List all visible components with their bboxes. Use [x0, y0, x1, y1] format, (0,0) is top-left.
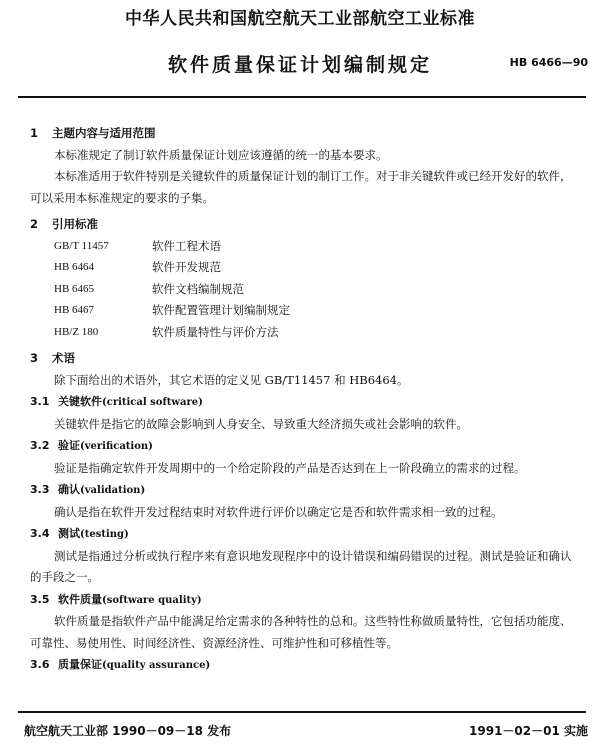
term-zh: 关键软件	[58, 395, 102, 408]
section-title: 主题内容与适用范围	[52, 126, 156, 140]
section-number: 1	[30, 126, 39, 140]
reference-row	[30, 279, 578, 301]
term-heading	[30, 589, 578, 612]
term-en: (quality assurance)	[102, 660, 211, 671]
term-zh: 软件质量	[58, 592, 102, 606]
standard-organization: 中华人民共和国航空航天工业部航空工业标准	[125, 9, 475, 29]
term-en: (validation)	[80, 485, 146, 496]
term-number: 3.4	[30, 527, 50, 540]
term-en: (verification)	[80, 441, 153, 452]
paragraph: 本标准规定了制订软件质量保证计划应该遵循的统一的基本要求。	[54, 147, 388, 162]
reference-code: HB/Z 180	[54, 325, 99, 338]
reference-name: 软件质量特性与评价方法	[152, 324, 279, 339]
reference-row	[30, 257, 578, 279]
term-number: 3.1	[30, 395, 50, 408]
reference-name: 软件开发规范	[152, 260, 221, 274]
term-zh: 确认	[58, 483, 80, 496]
paragraph: 除下面给出的术语外，其它术语的定义见 GB/T11457 和 HB6464。	[54, 372, 409, 387]
term-heading	[30, 523, 578, 546]
term-heading	[30, 391, 578, 414]
reference-name: 软件文档编制规范	[152, 281, 244, 296]
section-number: 3	[30, 351, 39, 365]
term-heading	[30, 654, 578, 677]
section-title: 术语	[52, 351, 75, 365]
reference-name: 软件配置管理计划编制规定	[152, 303, 290, 317]
term-en: (software quality)	[102, 594, 202, 606]
term-number: 3.2	[30, 439, 50, 452]
section-2-heading	[30, 214, 578, 236]
header-rule	[18, 96, 586, 98]
reference-code: HB 6465	[54, 282, 95, 295]
term-zh: 测试	[58, 527, 80, 540]
term-en: (testing)	[80, 529, 129, 540]
term-zh: 验证	[58, 439, 80, 452]
issue-date: 航空航天工业部 1990－09－18 发布	[24, 724, 232, 738]
footer-rule	[18, 711, 586, 713]
term-heading	[30, 435, 578, 458]
paragraph: 本标准适用于软件特别是关键软件的质量保证计划的制订工作。对于非关键软件或已经开发好的软件，可以采用本标准规定的要求的子集。	[30, 169, 572, 205]
implementation-date: 1991－02－01 实施	[469, 724, 588, 738]
reference-code: GB/T 11457	[54, 239, 109, 252]
term-definition: 验证是指确定软件开发周期中的一个给定阶段的产品是否达到在上一阶段确立的需求的过程。	[54, 460, 526, 475]
term-number: 3.6	[30, 658, 50, 671]
standard-code: HB 6466—90	[509, 56, 588, 69]
term-definition: 测试是指通过分析或执行程序来有意识地发现程序中的设计错误和编码错误的过程。测试是验证和确认的手段之一。	[30, 548, 572, 584]
reference-code: HB 6467	[54, 304, 95, 316]
reference-code: HB 6464	[54, 261, 95, 273]
reference-name: 软件工程术语	[152, 238, 221, 253]
term-definition: 软件质量是指软件产品中能满足给定需求的各种特性的总和。这些特性称做质量特性，它包括功能度、可靠性、易使用性、时间经济性、资源经济性、可维护性和可移植性等。	[30, 614, 572, 650]
section-1-heading	[30, 123, 578, 145]
term-heading	[30, 479, 578, 502]
section-title: 引用标准	[52, 217, 98, 231]
term-en: (critical software)	[102, 397, 203, 408]
document-title: 软件质量保证计划编制规定	[167, 54, 432, 76]
reference-row	[30, 236, 578, 258]
document-body	[30, 118, 578, 677]
term-definition: 确认是指在软件开发过程结束时对软件进行评价以确定它是否和软件需求相一致的过程。	[54, 504, 503, 519]
reference-row	[30, 322, 578, 344]
term-number: 3.3	[30, 483, 50, 496]
term-zh: 质量保证	[58, 658, 102, 671]
reference-row	[30, 300, 578, 322]
section-3-heading	[30, 348, 578, 370]
term-definition: 关键软件是指它的故障会影响到人身安全、导致重大经济损失或社会影响的软件。	[54, 416, 468, 431]
term-number: 3.5	[30, 592, 50, 606]
section-number: 2	[30, 217, 39, 231]
